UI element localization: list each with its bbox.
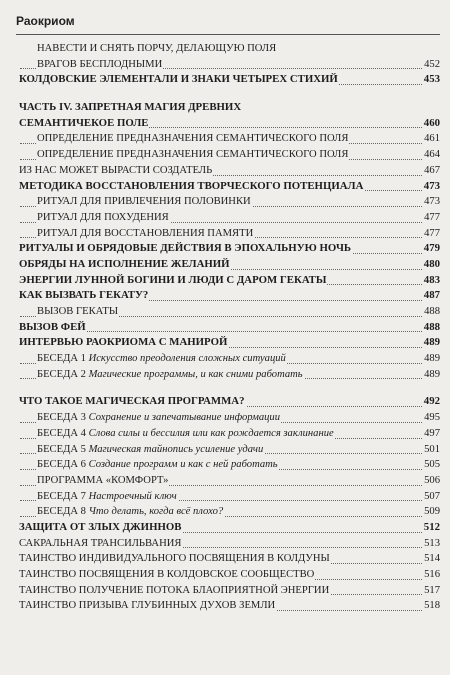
toc-entry [0,367,450,383]
toc-page-number: 489 [423,351,440,367]
toc-entry-text: ТАИНСТВО ПОЛУЧЕНИЕ ПОТОКА БЛАОПРИЯТНОЙ ЭНЕРГИИ [19,584,330,596]
toc-entry-subtitle: Магическая тайнопись усиление удачи [88,443,264,455]
toc-entry [0,288,450,304]
toc-page-number: 495 [423,410,440,426]
toc-page-number: 488 [423,304,440,320]
toc-entry-title [19,163,213,179]
toc-page-number: 473 [423,179,440,195]
toc-page-number: 518 [423,598,440,614]
toc-entry [0,273,450,289]
toc-entry [0,100,450,116]
toc-entry [0,163,450,179]
toc-entry-text: ТАИНСТВО ПРИЗЫВА ГЛУБИННЫХ ДУХОВ ЗЕМЛИ [19,600,276,612]
toc-page-number: 516 [423,567,440,583]
toc-entry-text: БЕСЕДА 8 [37,506,89,518]
toc-entry [0,520,450,536]
toc-entry [0,457,450,473]
toc-entry-text: РИТУАЛЫ И ОБРЯДОВЫЕ ДЕЙСТВИЯ В ЭПОХАЛЬНУЮ НОЧЬ [19,242,352,255]
toc-entry [0,598,450,614]
toc-entry-title [37,210,170,226]
toc-entry-text: ВЫЗОВ ФЕЙ [19,320,86,333]
toc-entry [0,335,450,351]
toc-entry-title [37,226,254,242]
toc-entry [0,473,450,489]
toc-entry-subtitle: Настроечный ключ [88,490,177,502]
toc-entry-title [37,351,287,367]
toc-entry-text: БЕСЕДА 3 [37,412,89,424]
toc-entry-subtitle: Создание программ и как с ней работать [88,459,278,471]
toc-page-number: 492 [423,394,440,410]
toc-entry-title [19,598,276,614]
toc-entry-text: ТАИНСТВО ИНДИВИДУАЛЬНОГО ПОСВЯЩЕНИЯ В КОЛДУНЫ [19,553,330,565]
toc-entry-subtitle: Искусство преодоления сложных ситуаций [88,353,286,365]
toc-page-number: 473 [423,194,440,210]
running-header [16,12,440,35]
toc-entry-text: БЕСЕДА 5 [37,443,89,455]
toc-entry-text: ЗАЩИТА ОТ ЗЛЫХ ДЖИННОВ [19,520,182,533]
toc-page-number: 477 [423,226,440,242]
toc-entry-text: ОПРЕДЕЛЕНИЕ ПРЕДНАЗНАЧЕНИЯ СЕМАНТИЧЕСКОГО ПОЛЯ [37,149,349,161]
toc-entry [0,131,450,147]
toc-entry [0,442,450,458]
toc-entry-title [19,100,242,116]
toc-entry [0,241,450,257]
toc-entry-text: КАК ВЫЗВАТЬ ГЕКАТУ? [19,289,149,302]
toc-entry [0,394,450,410]
toc-entry-title [37,504,224,520]
toc-entry-title [19,583,330,599]
toc-entry-text: ВЫЗОВ ГЕКАТЫ [37,306,119,317]
toc-entry-title [19,520,182,536]
toc-entry-title [37,410,281,426]
toc-entry [0,72,450,88]
toc-entry [0,57,450,73]
toc-page-number: 517 [423,583,440,599]
toc-page-number: 509 [423,504,440,520]
toc-entry-text: МЕТОДИКА ВОССТАНОВЛЕНИЯ ТВОРЧЕСКОГО ПОТЕНЦИАЛА [19,179,364,192]
toc-entry-text: ПРОГРАММА «КОМФОРТ» [37,474,169,486]
toc-entry-text: КОЛДОВСКИЕ ЭЛЕМЕНТАЛИ И ЗНАКИ ЧЕТЫРЕХ СТИХИЙ [19,73,338,86]
toc-entry [0,504,450,520]
toc-entry-text: РИТУАЛ ДЛЯ ПРИВЛЕЧЕНИЯ ПОЛОВИНКИ [37,196,251,208]
toc-entry [0,210,450,226]
toc-entry-text: БЕСЕДА 2 [37,368,89,380]
toc-entry [0,351,450,367]
toc-entry-title [37,457,279,473]
running-header-title: Раокриом [16,14,75,28]
toc-page-number: 477 [423,210,440,226]
toc-entry-text: БЕСЕДА 1 [37,353,89,365]
toc-page-number: 480 [423,257,440,273]
toc-entry-text: БЕСЕДА 4 [37,427,89,439]
toc-entry-text: ТАИНСТВО ПОСВЯЩЕНИЯ В КОЛДОВСКОЕ СООБЩЕСТВО [19,569,315,580]
toc-entry [0,551,450,567]
toc-page-number: 505 [423,457,440,473]
toc-page-number: 512 [423,520,440,536]
toc-entry-title [37,426,335,442]
toc-entry-text: РИТУАЛ ДЛЯ ПОХУДЕНИЯ [37,211,169,223]
toc-entry-title [19,320,87,336]
toc-entry-text: РИТУАЛ ДЛЯ ВОССТАНОВЛЕНИЯ ПАМЯТИ [37,227,254,239]
toc-entry-title [19,179,364,195]
toc-entry-text: ОПРЕДЕЛЕНИЕ ПРЕДНАЗНАЧЕНИЯ СЕМАНТИЧЕСКОГО ПОЛЯ [37,133,349,145]
toc-page-number: 513 [423,536,440,552]
toc-entry-text: БЕСЕДА 7 [37,490,89,502]
toc-page-number: 497 [423,426,440,442]
toc-page-number: 483 [423,273,440,289]
toc-entry-title [19,241,352,257]
toc-entry [0,489,450,505]
toc-page-number: 488 [423,320,440,336]
toc-entry [0,426,450,442]
toc-entry-title [19,536,182,552]
toc-entry-title [19,257,231,273]
toc-entry [0,179,450,195]
toc-page-number: 461 [423,131,440,147]
toc-entry-text: ЭНЕРГИИ ЛУННОЙ БОГИНИ И ЛЮДИ С ДАРОМ ГЕКАТЫ [19,273,327,286]
toc-entry-title [19,288,149,304]
toc-entry-title [19,567,315,583]
toc-entry [0,147,450,163]
toc-entry-subtitle: Слова силы и бессилия или как рождается заклинание [88,427,334,439]
toc-entry-title [37,367,304,383]
toc-entry [0,583,450,599]
toc-entry [0,304,450,320]
toc-entry-text: ВРАГОВ БЕСПЛОДНЫМИ [37,58,163,70]
toc-entry-title [37,147,349,163]
toc-entry [0,41,450,57]
toc-entry [0,194,450,210]
toc-entry-title [19,551,331,567]
toc-entry [0,567,450,583]
toc-entry-subtitle: Сохранение и запечатывание информации [88,412,281,424]
toc-entry [0,257,450,273]
toc-page-number: 452 [423,57,440,73]
toc-entry-title [37,489,178,505]
toc-entry-title [19,273,327,289]
toc-entry-title [19,72,339,88]
toc-entry-text: ИНТЕРВЬЮ РАОКРИОМА С МАНИРОЙ [19,336,228,349]
toc-entry [0,320,450,336]
toc-page-number: 487 [423,288,440,304]
toc-entry-title [37,57,163,73]
toc-entry-title [37,41,277,57]
toc-page-number: 506 [423,473,440,489]
toc-entry [0,116,450,132]
toc-page-number: 514 [423,551,440,567]
toc-entry-title [19,394,246,410]
toc-page-number: 489 [423,335,440,351]
toc-page-number: 453 [423,72,440,88]
toc-entry-title [37,304,119,320]
toc-entry-text: НАВЕСТИ И СНЯТЬ ПОРЧУ, ДЕЛАЮЩУЮ ПОЛЯ [37,43,277,54]
toc-entry-text: САКРАЛЬНАЯ ТРАНСИЛЬВАНИЯ [19,537,182,549]
toc-entry-text: ЧАСТЬ IV. ЗАПРЕТНАЯ МАГИЯ ДРЕВНИХ [19,101,242,114]
toc-page-number: 460 [423,116,440,132]
toc-page-number: 501 [423,442,440,458]
toc-entry-title [37,131,349,147]
toc-entry-text: СЕМАНТИЧЕКОЕ ПОЛЕ [19,116,149,129]
toc-entry-text: ОБРЯДЫ НА ИСПОЛНЕНИЕ ЖЕЛАНИЙ [19,257,230,270]
toc-entry [0,226,450,242]
toc-entry-title [37,194,252,210]
toc-entry-title [37,473,169,489]
toc-entry-subtitle: Что делать, когда всё плохо? [88,506,224,518]
toc-page-number: 467 [423,163,440,179]
toc-entry-text: ЧТО ТАКОЕ МАГИЧЕСКАЯ ПРОГРАММА? [19,395,245,408]
toc-entry-title [19,335,228,351]
toc-page-number: 507 [423,489,440,505]
toc-page-number: 464 [423,147,440,163]
toc-entry-title [19,116,149,132]
toc-entry-text: БЕСЕДА 6 [37,459,89,471]
toc-entry-title [37,442,264,458]
table-of-contents [0,41,450,614]
toc-page-number: 479 [423,241,440,257]
toc-entry-text: ИЗ НАС МОЖЕТ ВЫРАСТИ СОЗДАТЕЛЬ [19,164,213,176]
toc-entry [0,536,450,552]
toc-entry-subtitle: Магические программы, и как сними работать [88,368,303,380]
toc-page-number: 489 [423,367,440,383]
toc-entry [0,410,450,426]
